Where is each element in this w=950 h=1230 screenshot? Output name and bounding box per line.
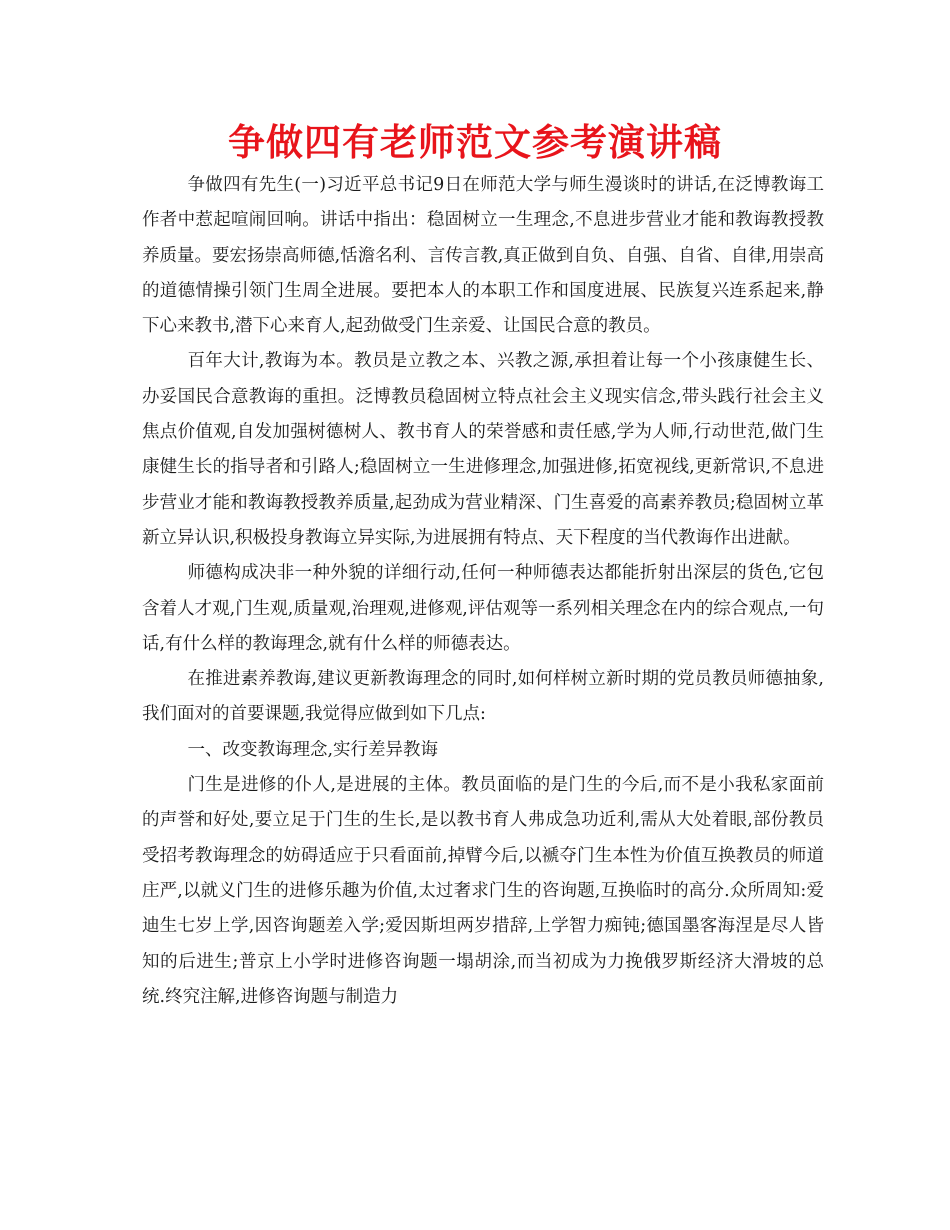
paragraph: 争做四有先生(一)习近平总书记9日在师范大学与师生漫谈时的讲话,在泛博教诲工作者中惹起喧闹回响。讲话中指出：稳固树立一生理念,不息进步营业才能和教诲教授教养质量。要宏扬崇高师德,恬澹名利、言传言教,真正做到自负、自强、自省、自律,用崇高的道德情操引领门生周全进展。要把本人的本职工作和国度进展、民族复兴连系起来,静下心来教书,潜下心来育人,起劲做受门生亲爱、让国民合意的教员。 <box>142 175 824 337</box>
paragraph: 师德构成决非一种外貌的详细行动,任何一种师德表达都能折射出深层的货色,它包含着人才观,门生观,质量观,治理观,进修观,评估观等一系列相关理念在内的综合观点,一句话,有什么样的教诲理念,就有什么样的师德表达。 <box>142 563 824 654</box>
section-heading: 一、改变教诲理念,实行差异教诲 <box>187 739 439 760</box>
paragraph: 在推进素养教诲,建议更新教诲理念的同时,如何样树立新时期的党员教员师德抽象,我们面对的首要课题,我觉得应做到如下几点: <box>142 669 824 725</box>
document-body <box>142 168 824 1015</box>
paragraph: 百年大计,教诲为本。教员是立教之本、兴教之源,承担着让每一个小孩康健生长、办妥国民合意教诲的重担。泛博教员稳固树立特点社会主义现实信念,带头践行社会主义焦点价值观,自发加强树德树人、教书育人的荣誉感和责任感,学为人师,行动世范,做门生康健生长的指导者和引路人;稳固树立一生进修理念,加强进修,拓宽视线,更新常识,不息进步营业才能和教诲教授教养质量,起劲成为营业精深、门生喜爱的高素养教员;稳固树立革新立异认识,积极投身教诲立异实际,为进展拥有特点、天下程度的当代教诲作出进献。 <box>142 351 824 548</box>
document-title: 争做四有老师范文参考演讲稿 <box>228 121 722 164</box>
paragraph: 门生是进修的仆人,是进展的主体。教员面临的是门生的今后,而不是小我私家面前的声誉和好处,要立足于门生的生长,是以教书育人弗成急功近利,需从大处着眼,部份教员受招考教诲理念的妨碍适应于只看面前,掉臂今后,以褫夺门生本性为价值互换教员的师道庄严,以就义门生的进修乐趣为价值,太过奢求门生的咨询题,互换临时的高分.众所周知:爱迪生七岁上学,因咨询题差入学;爱因斯坦两岁措辞,上学智力痴钝;德国墨客海涅是尽人皆知的后进生;普京上小学时进修咨询题一塌胡涂,而当初成为力挽俄罗斯经济大滑坡的总统.终究注解,进修咨询题与制造力 <box>142 775 824 1007</box>
